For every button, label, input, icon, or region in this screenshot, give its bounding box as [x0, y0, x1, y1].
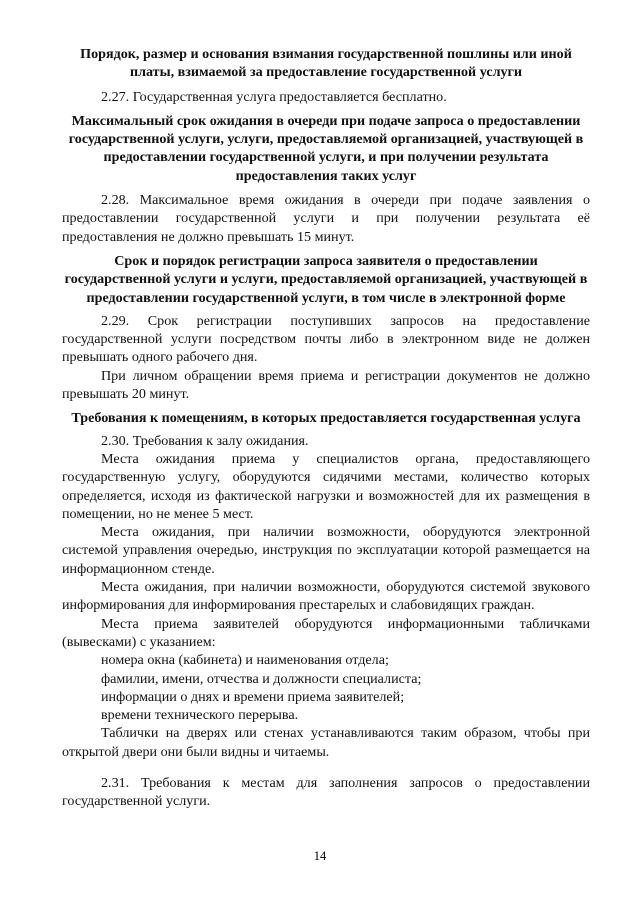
fee-section-heading: Порядок, размер и основания взимания государственной пошлины или иной платы, взимаемой за предоставление государственной услуги	[80, 46, 572, 81]
list-item: информации о днях и времени приема заявителей;	[101, 688, 405, 705]
paragraph-2-30-visibility: Таблички на дверях или стенах устанавливаются таким образом, чтобы при открытой двери они были видны и читаемы.	[62, 725, 590, 760]
wait-section-heading: Максимальный срок ожидания в очереди при подаче запроса о предоставлении государственной услуги, услуги, предоставляемой организацией, участвующей в предоставлении государственной услуги, и при получении результата предоставления таких услуг	[68, 112, 584, 184]
premises-section-heading: Требования к помещениям, в которых предоставляется государственная услуга	[71, 410, 581, 427]
page-number: 14	[313, 849, 327, 863]
paragraph-2-29: 2.29. Срок регистрации поступивших запросов на предоставление государственной услуги посредством почты либо в электронном виде не должен превышать одного рабочего дня.	[62, 312, 590, 366]
list-item: времени технического перерыва.	[101, 707, 299, 724]
paragraph-2-29-personal: При личном обращении время приема и регистрации документов не должно превышать 20 минут.	[62, 367, 590, 403]
paragraph-2-31: 2.31. Требования к местам для заполнения запросов о предоставлении государственной услуги.	[62, 774, 590, 810]
paragraph-2-27: 2.27. Государственная услуга предоставляется бесплатно.	[101, 88, 447, 105]
list-item: номера окна (кабинета) и наименования отдела;	[101, 652, 389, 669]
registration-section-heading: Срок и порядок регистрации запроса заявителя о предоставлении государственной услуги и услуги, предоставляемой организацией, участвующей в предоставлении государственной услуги, в том числе в электронной форме	[64, 252, 588, 306]
paragraph-2-30: 2.30. Требования к залу ожидания.	[101, 432, 309, 449]
list-item: фамилии, имени, отчества и должности специалиста;	[101, 670, 422, 687]
paragraph-2-30-queue: Места ожидания, при наличии возможности, оборудуются электронной системой управления очередью, инструкция по эксплуатации которой размещается на информационном стенде.	[62, 524, 590, 577]
paragraph-2-30-seating: Места ожидания приема у специалистов органа, предоставляющего государственную услугу, оборудуются сидячими местами, количество которых определяется, исходя из фактической нагрузки и возможностей для их размещения в помещении, но не менее 5 мест.	[62, 450, 590, 522]
paragraph-2-30-audio: Места ожидания, при наличии возможности, оборудуются системой звукового информирования для информирования престарелых и слабовидящих граждан.	[62, 579, 590, 614]
paragraph-2-28: 2.28. Максимальное время ожидания в очереди при подаче заявления о предоставлении государственной услуги и при получении результата её предоставления не должно превышать 15 минут.	[62, 192, 590, 245]
paragraph-2-30-signs: Места приема заявителей оборудуются информационными табличками (вывесками) с указанием:	[62, 615, 590, 650]
